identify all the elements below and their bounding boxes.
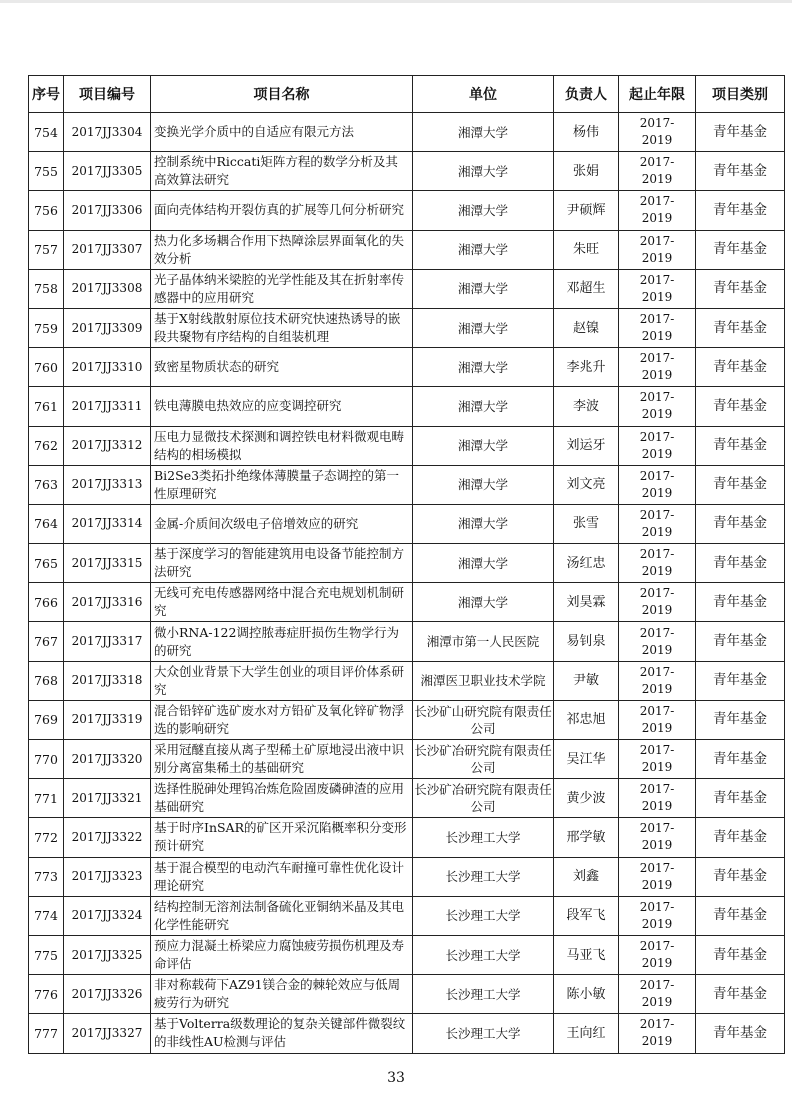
table-row	[29, 504, 785, 543]
cell-code: 2017JJ3323	[64, 857, 151, 896]
cell-category: 青年基金	[696, 896, 785, 935]
cell-years: 2017- 2019	[619, 779, 696, 818]
cell-years: 2017- 2019	[619, 152, 696, 191]
cell-person: 陈小敏	[554, 975, 619, 1014]
cell-name: 金属-介质间次级电子倍增效应的研究	[151, 504, 413, 543]
cell-code: 2017JJ3324	[64, 896, 151, 935]
cell-category: 青年基金	[696, 622, 785, 661]
cell-category: 青年基金	[696, 1014, 785, 1053]
cell-no: 754	[29, 113, 64, 152]
cell-no: 777	[29, 1014, 64, 1053]
cell-years: 2017- 2019	[619, 113, 696, 152]
cell-person: 刘文亮	[554, 465, 619, 504]
cell-unit: 湘潭大学	[413, 152, 554, 191]
cell-name: 微小RNA-122调控脓毒症肝损伤生物学行为的研究	[151, 622, 413, 661]
cell-unit: 湘潭大学	[413, 583, 554, 622]
cell-code: 2017JJ3304	[64, 113, 151, 152]
cell-name: 基于深度学习的智能建筑用电设备节能控制方法研究	[151, 544, 413, 583]
cell-category: 青年基金	[696, 740, 785, 779]
col-header-unit: 单位	[413, 76, 554, 113]
col-header-no: 序号	[29, 76, 64, 113]
cell-no: 776	[29, 975, 64, 1014]
cell-unit: 湘潭大学	[413, 504, 554, 543]
cell-no: 765	[29, 544, 64, 583]
cell-no: 759	[29, 308, 64, 347]
cell-name: 采用冠醚直接从离子型稀土矿原地浸出液中识别分离富集稀土的基础研究	[151, 740, 413, 779]
cell-person: 李兆升	[554, 348, 619, 387]
cell-unit: 长沙理工大学	[413, 896, 554, 935]
cell-person: 王向红	[554, 1014, 619, 1053]
cell-unit: 湘潭大学	[413, 465, 554, 504]
cell-name: 热力化多场耦合作用下热障涂层界面氧化的失效分析	[151, 230, 413, 269]
cell-unit: 长沙理工大学	[413, 857, 554, 896]
cell-years: 2017- 2019	[619, 661, 696, 700]
cell-unit: 湘潭大学	[413, 348, 554, 387]
cell-years: 2017- 2019	[619, 975, 696, 1014]
cell-name: 基于时序InSAR的矿区开采沉陷概率积分变形预计研究	[151, 818, 413, 857]
cell-unit: 湘潭大学	[413, 113, 554, 152]
cell-name: 基于混合模型的电动汽车耐撞可靠性优化设计理论研究	[151, 857, 413, 896]
cell-category: 青年基金	[696, 230, 785, 269]
cell-name: 压电力显微技术探测和调控铁电材料微观电畴结构的相场模拟	[151, 426, 413, 465]
cell-category: 青年基金	[696, 857, 785, 896]
cell-years: 2017- 2019	[619, 504, 696, 543]
page-number: 33	[387, 1070, 405, 1086]
cell-category: 青年基金	[696, 975, 785, 1014]
cell-person: 尹硕辉	[554, 191, 619, 230]
cell-name: 非对称载荷下AZ91镁合金的棘轮效应与低周疲劳行为研究	[151, 975, 413, 1014]
cell-category: 青年基金	[696, 348, 785, 387]
cell-person: 赵镍	[554, 308, 619, 347]
cell-unit: 湘潭医卫职业技术学院	[413, 661, 554, 700]
cell-no: 768	[29, 661, 64, 700]
cell-person: 杨伟	[554, 113, 619, 152]
cell-category: 青年基金	[696, 700, 785, 739]
table-row	[29, 269, 785, 308]
cell-name: 控制系统中Riccati矩阵方程的数学分析及其高效算法研究	[151, 152, 413, 191]
cell-person: 尹敏	[554, 661, 619, 700]
cell-name: 选择性脱砷处理钨冶炼危险固废磷砷渣的应用基础研究	[151, 779, 413, 818]
cell-unit: 湘潭大学	[413, 191, 554, 230]
cell-category: 青年基金	[696, 504, 785, 543]
cell-years: 2017- 2019	[619, 1014, 696, 1053]
cell-no: 766	[29, 583, 64, 622]
cell-unit: 湘潭大学	[413, 387, 554, 426]
table-row	[29, 230, 785, 269]
cell-years: 2017- 2019	[619, 426, 696, 465]
cell-no: 775	[29, 935, 64, 974]
table-row	[29, 935, 785, 974]
cell-unit: 湘潭大学	[413, 544, 554, 583]
cell-no: 773	[29, 857, 64, 896]
table-row	[29, 308, 785, 347]
cell-code: 2017JJ3309	[64, 308, 151, 347]
cell-years: 2017- 2019	[619, 935, 696, 974]
cell-no: 774	[29, 896, 64, 935]
cell-name: 光子晶体纳米梁腔的光学性能及其在折射率传感器中的应用研究	[151, 269, 413, 308]
cell-no: 769	[29, 700, 64, 739]
cell-code: 2017JJ3326	[64, 975, 151, 1014]
cell-code: 2017JJ3317	[64, 622, 151, 661]
cell-code: 2017JJ3307	[64, 230, 151, 269]
cell-category: 青年基金	[696, 818, 785, 857]
table-row	[29, 857, 785, 896]
cell-name: Bi2Se3类拓扑绝缘体薄膜量子态调控的第一性原理研究	[151, 465, 413, 504]
cell-name: 结构控制无溶剂法制备硫化亚铜纳米晶及其电化学性能研究	[151, 896, 413, 935]
cell-person: 张娟	[554, 152, 619, 191]
cell-name: 基于X射线散射原位技术研究快速热诱导的嵌段共聚物有序结构的自组装机理	[151, 308, 413, 347]
cell-years: 2017- 2019	[619, 348, 696, 387]
cell-years: 2017- 2019	[619, 740, 696, 779]
table-row	[29, 152, 785, 191]
cell-person: 黄少波	[554, 779, 619, 818]
table-row	[29, 113, 785, 152]
cell-person: 吴江华	[554, 740, 619, 779]
table-row	[29, 622, 785, 661]
cell-years: 2017- 2019	[619, 622, 696, 661]
cell-category: 青年基金	[696, 661, 785, 700]
cell-person: 邢学敏	[554, 818, 619, 857]
cell-code: 2017JJ3318	[64, 661, 151, 700]
cell-years: 2017- 2019	[619, 857, 696, 896]
cell-name: 铁电薄膜电热效应的应变调控研究	[151, 387, 413, 426]
table-row	[29, 426, 785, 465]
cell-code: 2017JJ3321	[64, 779, 151, 818]
cell-no: 757	[29, 230, 64, 269]
table-row	[29, 544, 785, 583]
cell-category: 青年基金	[696, 465, 785, 504]
cell-code: 2017JJ3310	[64, 348, 151, 387]
cell-name: 面向壳体结构开裂仿真的扩展等几何分析研究	[151, 191, 413, 230]
col-header-name: 项目名称	[151, 76, 413, 113]
cell-category: 青年基金	[696, 113, 785, 152]
cell-unit: 长沙理工大学	[413, 1014, 554, 1053]
header-row	[29, 76, 785, 113]
cell-no: 763	[29, 465, 64, 504]
cell-code: 2017JJ3319	[64, 700, 151, 739]
table-row	[29, 387, 785, 426]
cell-person: 段军飞	[554, 896, 619, 935]
table-row	[29, 975, 785, 1014]
table-row	[29, 700, 785, 739]
cell-code: 2017JJ3308	[64, 269, 151, 308]
cell-name: 大众创业背景下大学生创业的项目评价体系研究	[151, 661, 413, 700]
cell-no: 770	[29, 740, 64, 779]
cell-years: 2017- 2019	[619, 230, 696, 269]
cell-name: 预应力混凝土桥梁应力腐蚀疲劳损伤机理及寿命评估	[151, 935, 413, 974]
cell-code: 2017JJ3311	[64, 387, 151, 426]
cell-code: 2017JJ3314	[64, 504, 151, 543]
cell-person: 张雪	[554, 504, 619, 543]
table-row	[29, 583, 785, 622]
cell-unit: 湘潭大学	[413, 269, 554, 308]
cell-code: 2017JJ3316	[64, 583, 151, 622]
cell-code: 2017JJ3313	[64, 465, 151, 504]
cell-no: 756	[29, 191, 64, 230]
cell-no: 755	[29, 152, 64, 191]
cell-category: 青年基金	[696, 779, 785, 818]
col-header-person: 负责人	[554, 76, 619, 113]
cell-person: 邓超生	[554, 269, 619, 308]
cell-unit: 湘潭市第一人民医院	[413, 622, 554, 661]
cell-unit: 长沙矿冶研究院有限责任公司	[413, 779, 554, 818]
cell-unit: 长沙理工大学	[413, 818, 554, 857]
cell-person: 马亚飞	[554, 935, 619, 974]
cell-person: 汤红忠	[554, 544, 619, 583]
cell-years: 2017- 2019	[619, 700, 696, 739]
col-header-category: 项目类别	[696, 76, 785, 113]
cell-unit: 长沙矿山研究院有限责任公司	[413, 700, 554, 739]
cell-name: 基于Volterra级数理论的复杂关键部件微裂纹的非线性AU检测与评估	[151, 1014, 413, 1053]
project-table	[28, 75, 785, 1054]
cell-no: 761	[29, 387, 64, 426]
cell-years: 2017- 2019	[619, 465, 696, 504]
cell-category: 青年基金	[696, 191, 785, 230]
col-header-years: 起止年限	[619, 76, 696, 113]
table-row	[29, 661, 785, 700]
cell-years: 2017- 2019	[619, 269, 696, 308]
cell-name: 变换光学介质中的自适应有限元方法	[151, 113, 413, 152]
cell-code: 2017JJ3320	[64, 740, 151, 779]
cell-no: 762	[29, 426, 64, 465]
table-row	[29, 818, 785, 857]
cell-person: 李波	[554, 387, 619, 426]
table-row	[29, 465, 785, 504]
cell-unit: 长沙理工大学	[413, 975, 554, 1014]
cell-person: 刘运牙	[554, 426, 619, 465]
cell-years: 2017- 2019	[619, 818, 696, 857]
cell-code: 2017JJ3305	[64, 152, 151, 191]
table-row	[29, 740, 785, 779]
table-row	[29, 896, 785, 935]
cell-category: 青年基金	[696, 426, 785, 465]
cell-no: 771	[29, 779, 64, 818]
col-header-code: 项目编号	[64, 76, 151, 113]
cell-person: 祁忠旭	[554, 700, 619, 739]
cell-code: 2017JJ3315	[64, 544, 151, 583]
cell-category: 青年基金	[696, 387, 785, 426]
cell-category: 青年基金	[696, 544, 785, 583]
table-row	[29, 1014, 785, 1053]
cell-category: 青年基金	[696, 269, 785, 308]
cell-code: 2017JJ3325	[64, 935, 151, 974]
cell-no: 760	[29, 348, 64, 387]
cell-years: 2017- 2019	[619, 544, 696, 583]
cell-person: 易钊泉	[554, 622, 619, 661]
cell-years: 2017- 2019	[619, 191, 696, 230]
cell-category: 青年基金	[696, 935, 785, 974]
cell-code: 2017JJ3327	[64, 1014, 151, 1053]
cell-person: 刘鑫	[554, 857, 619, 896]
cell-person: 刘昊霖	[554, 583, 619, 622]
table-row	[29, 191, 785, 230]
cell-years: 2017- 2019	[619, 308, 696, 347]
cell-code: 2017JJ3312	[64, 426, 151, 465]
cell-person: 朱旺	[554, 230, 619, 269]
cell-no: 772	[29, 818, 64, 857]
cell-category: 青年基金	[696, 308, 785, 347]
cell-code: 2017JJ3306	[64, 191, 151, 230]
cell-years: 2017- 2019	[619, 387, 696, 426]
cell-unit: 长沙矿冶研究院有限责任公司	[413, 740, 554, 779]
cell-category: 青年基金	[696, 583, 785, 622]
cell-name: 无线可充电传感器网络中混合充电规划机制研究	[151, 583, 413, 622]
cell-code: 2017JJ3322	[64, 818, 151, 857]
cell-years: 2017- 2019	[619, 896, 696, 935]
cell-name: 致密星物质状态的研究	[151, 348, 413, 387]
table-row	[29, 779, 785, 818]
cell-years: 2017- 2019	[619, 583, 696, 622]
cell-unit: 湘潭大学	[413, 230, 554, 269]
scan-edge	[0, 0, 792, 3]
cell-name: 混合铅锌矿选矿废水对方铅矿及氧化锌矿物浮选的影响研究	[151, 700, 413, 739]
cell-category: 青年基金	[696, 152, 785, 191]
cell-unit: 湘潭大学	[413, 308, 554, 347]
cell-unit: 湘潭大学	[413, 426, 554, 465]
table-row	[29, 348, 785, 387]
cell-no: 764	[29, 504, 64, 543]
cell-no: 767	[29, 622, 64, 661]
cell-unit: 长沙理工大学	[413, 935, 554, 974]
cell-no: 758	[29, 269, 64, 308]
